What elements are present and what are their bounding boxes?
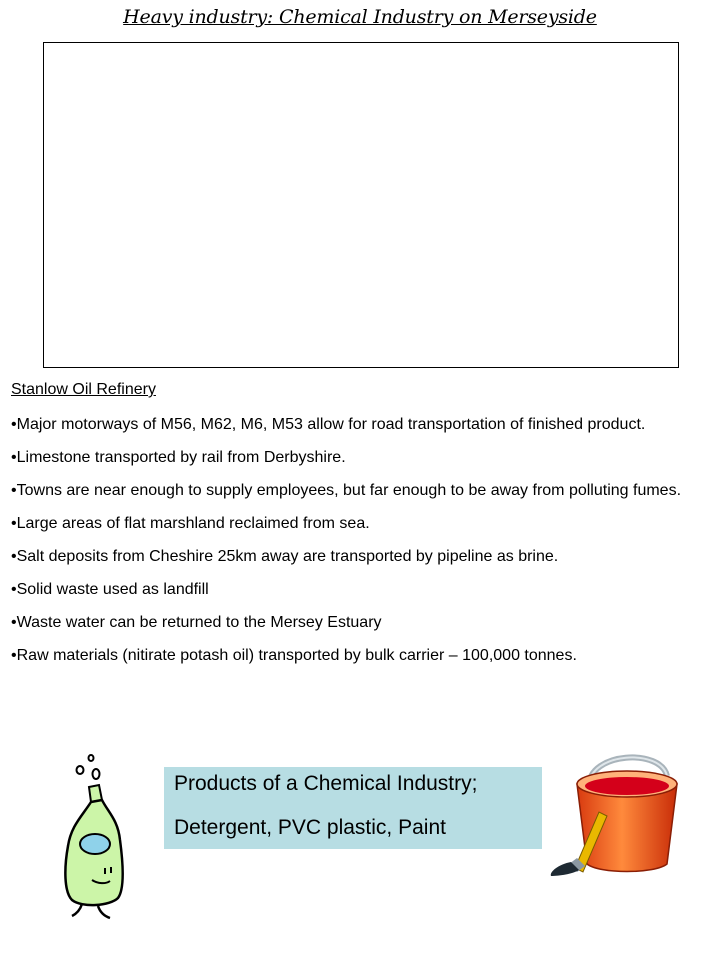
bullet-text: Salt deposits from Cheshire 25km away are transported by pipeline as brine. [16, 548, 559, 565]
bullet-item [11, 447, 701, 469]
bullet-item [11, 414, 701, 436]
section-heading: Stanlow Oil Refinery [11, 381, 156, 398]
bullet-text: Solid waste used as landfill [16, 581, 209, 598]
bullet-item [11, 513, 701, 535]
products-heading: Products of a Chemical Industry; [174, 772, 478, 795]
bullet-text: Towns are near enough to supply employees, but far enough to be away from polluting fumes. [16, 482, 682, 499]
page-title: Heavy industry: Chemical Industry on Merseyside [123, 6, 597, 28]
products-callout [164, 767, 542, 849]
paint-bucket-icon [545, 746, 685, 876]
detergent-bottle-icon [58, 750, 136, 922]
bullet-text: Large areas of flat marshland reclaimed from sea. [16, 515, 370, 532]
products-list: Detergent, PVC plastic, Paint [174, 816, 446, 839]
bullet-text: Waste water can be returned to the Mersey Estuary [16, 614, 382, 631]
map-placeholder-frame [43, 42, 679, 368]
bullet-text: Major motorways of M56, M62, M6, M53 allow for road transportation of finished product. [16, 416, 646, 433]
bullet-list [11, 414, 701, 678]
bullet-item [11, 546, 701, 568]
bullet-item [11, 645, 701, 667]
bullet-text: Limestone transported by rail from Derbyshire. [16, 449, 346, 466]
bullet-text: Raw materials (nitirate potash oil) transported by bulk carrier – 100,000 tonnes. [16, 647, 577, 664]
bullet-item [11, 612, 701, 634]
bullet-item [11, 480, 701, 502]
bullet-item [11, 579, 701, 601]
